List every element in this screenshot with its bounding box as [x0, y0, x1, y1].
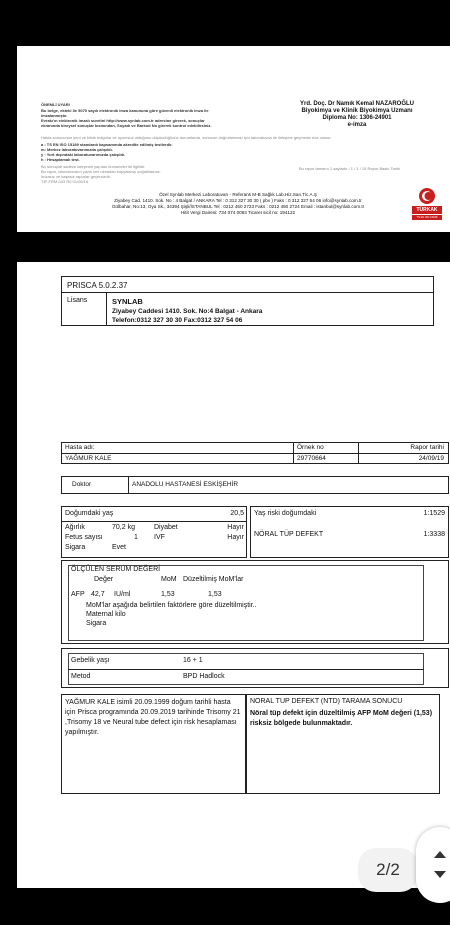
note-line: Imzasız ve kaşesiz raporlar geçersizdir. — [41, 174, 111, 179]
diabetes-label: Diyabet — [154, 524, 178, 531]
smoker-label: Sigara — [65, 544, 86, 551]
sample-number: 29770664 — [297, 455, 326, 462]
note-line: Bu sonuçlar sadece isteyenin yapılan numuneler ile ilgilidir. — [41, 164, 146, 169]
correction-note: MoM'lar aşağıda belirtilen faktörlere göre düzeltilmiştir.. — [86, 602, 257, 609]
summary-text: YAĞMUR KALE isimli 20.09.1999 doğum tarihli hasta için Prisca programında 20.09.2019 tarihinde Trisomy 21 ,Trisomy 18 ve Neural tube defect için risk hesaplaması yapılmıştır. — [65, 699, 241, 736]
afp-mom: 1,53 — [161, 591, 175, 598]
footer-address-istanbul: Gülbahar, No:13, Oya Sk., 34394 Şişli/İSTANBUL Tel : 0212 450 2723 Faks : 0212 450 2724 Email : istanbul@synlab.com.tr — [111, 204, 365, 209]
report-notes — [41, 164, 241, 184]
method-label: Metod — [71, 673, 91, 680]
patient-name: YAĞMUR KALE — [65, 455, 112, 462]
gestational-age-value: 16 + 1 — [183, 657, 203, 664]
report-date-label: Rapor tarihi — [410, 444, 444, 451]
scroll-down-icon[interactable] — [434, 871, 446, 878]
license-phone: Telefon:0312 327 30 30 Fax:0312 327 54 06 — [112, 317, 243, 324]
serum-values-section — [61, 560, 449, 644]
patient-label: Hasta adı: — [65, 444, 95, 451]
weight-value: 70,2 kg — [112, 524, 135, 531]
fetus-label: Fetus sayısı — [65, 534, 103, 541]
scroll-up-icon[interactable] — [434, 851, 446, 858]
important-line: Bu belge, ekteki ile 5070 sayılı elektronik imza kanununa göre güvenli elektronik imza ile — [41, 108, 209, 113]
serum-title: ÖLÇÜLEN SERUM DEĞERİ — [71, 566, 161, 573]
age-risk-label: Yaş riski doğumdaki — [254, 510, 317, 517]
e-signature: e-imza — [347, 122, 367, 128]
afp-value: 42,7 — [91, 591, 105, 598]
ivf-value: Hayır — [227, 534, 244, 541]
report-date: 24/09/19 — [418, 455, 444, 462]
note-line: TIP-FRM-043 R0 01/06/16 — [41, 179, 89, 184]
serum-header-value: Değer — [94, 576, 114, 583]
legend-line: y : Yurt dışındaki laboratuvarımızda çalışıldı. — [41, 152, 126, 157]
birth-age-label: Doğumdaki yaş — [65, 510, 114, 517]
serum-header-corrected: Düzeltilmiş MoM'lar — [183, 576, 244, 583]
page-indicator[interactable]: 2/2 — [358, 848, 418, 892]
ivf-label: IVF — [154, 534, 165, 541]
summary-right-box — [246, 694, 440, 794]
risk-results — [250, 506, 449, 558]
ntd-screening-result: Nöral tüp defekt için düzeltilmiş AFP MoM değeri (1,53) risksiz bölgede bulunmaktadır. — [250, 710, 433, 727]
signer-title: Biyokimya ve Klinik Biyokimya Uzmanı — [301, 108, 413, 114]
turkak-label: TÜRKAK — [416, 207, 438, 213]
afp-unit: IU/ml — [114, 591, 131, 598]
legend-line: a : TS EN ISO 15189 standardı kapsamında akredite edilmiş testlerdir. — [41, 142, 173, 147]
age-risk-value: 1:1529 — [423, 510, 445, 517]
diabetes-value: Hayır — [227, 524, 244, 531]
app-version: PRISCA 5.0.2.37 — [67, 281, 128, 290]
legend-line: m: Merkez laboratuvarımızda çalışıldı. — [41, 147, 113, 152]
gestation-section — [61, 648, 449, 688]
important-title: ÖNEMLİ UYARI — [41, 102, 70, 107]
sample-label: Örnek no — [297, 444, 324, 451]
important-text — [41, 108, 281, 128]
ntd-risk-label: NÖRAL TÜP DEFEKT — [254, 531, 324, 538]
afp-corrected-mom: 1,53 — [208, 591, 222, 598]
important-line: imzalanmıştır. — [41, 113, 68, 118]
method-value: BPD Hadlock — [183, 673, 225, 680]
important-line: Evrakı'ın elektronik imzalı suretini http://www.synlab.com.tr adresine girerek, sonuçlar — [41, 118, 205, 123]
smoker-value: Evet — [112, 544, 127, 551]
report-page-2 — [17, 262, 450, 888]
report-page-1 — [17, 46, 450, 232]
serum-header-mom: MoM — [161, 576, 177, 583]
important-line: ekranında bireysel sonuçlar kısmından, Soyadı ve Barkod No girerek kontrol edebilirsiniz. — [41, 123, 212, 128]
gestational-age-label: Gebelik yaşı — [71, 657, 110, 664]
correction-factor: Sigara — [86, 620, 107, 627]
license-address: Ziyabey Caddesi 1410. Sok. No:4 Balgat - Ankara — [112, 308, 263, 315]
signature-block — [272, 101, 442, 129]
correction-factor: Maternal kilo — [86, 611, 126, 618]
signer-diploma: Diploma No: 1306-24901 — [322, 115, 392, 121]
ntd-screening-title: NÖRAL TÜP DEFEKT (NTD) TARAMA SONUCU — [250, 698, 403, 705]
doctor-row — [61, 476, 449, 494]
footer-tax-info: Hitit Vergi Dairesi: 734 074 0063 Ticaret sicil no: 194122 — [180, 210, 296, 215]
doctor-value: ANADOLU HASTANESİ ESKİŞEHİR — [132, 481, 239, 488]
legend-line: h : Hesaplamalı test. — [41, 157, 80, 162]
fetus-value: 1 — [134, 534, 138, 541]
lab-footer — [73, 192, 403, 216]
signer-name: Yrd. Doç. Dr Namık Kemal NAZAROĞLU — [299, 101, 415, 107]
footer-company: Özel Synlab Merkezi Laboratuvarı - Referans M-B Sağlık Lab.Hiz.San.Tic.A.Ş — [159, 192, 317, 197]
license-label: Lisans — [67, 297, 88, 304]
note-line: Bu rapor, laboratuvarın yazılı izni olmadan kopyalanıp çoğaltılamaz. — [41, 169, 161, 174]
maternal-data — [61, 506, 247, 558]
license-name: SYNLAB — [112, 297, 143, 306]
page-scroll-control[interactable] — [416, 827, 450, 903]
verification-note: Hasta sonucunun yeni ve klinik bulgular ve uyumsuz olduğunu düşündüğünüz durumlarda, sonucun doğrulanması için laboratuvarı ile iletişime geçmeniz rica olunur. — [41, 135, 332, 140]
ntd-risk-value: 1:3338 — [423, 531, 445, 538]
prisca-header — [61, 276, 434, 326]
doctor-label: Doktor — [72, 481, 92, 488]
patient-info-row — [61, 442, 449, 464]
print-info: Bu rapor tamamı 1 sayfadır / 1 / 1 / 15 Rapor Baskı Tarihi — [299, 166, 401, 171]
turkak-sub: TS EN ISO 15189 — [416, 216, 438, 219]
weight-label: Ağırlık — [65, 524, 85, 531]
test-legend — [41, 142, 291, 162]
birth-age-value: 20,5 — [230, 510, 244, 517]
afp-label: AFP — [71, 591, 85, 598]
summary-left-box — [61, 694, 246, 794]
turkak-logo — [412, 186, 442, 220]
footer-address-ankara: Ziyabey Cad. 1410. Sok. No : 4 Balgat / ANKARA Tel : 0 312 327 30 30 ( pbx ) Faks : 0 312 327 54 06 info@synlab.com.tr — [114, 198, 362, 203]
